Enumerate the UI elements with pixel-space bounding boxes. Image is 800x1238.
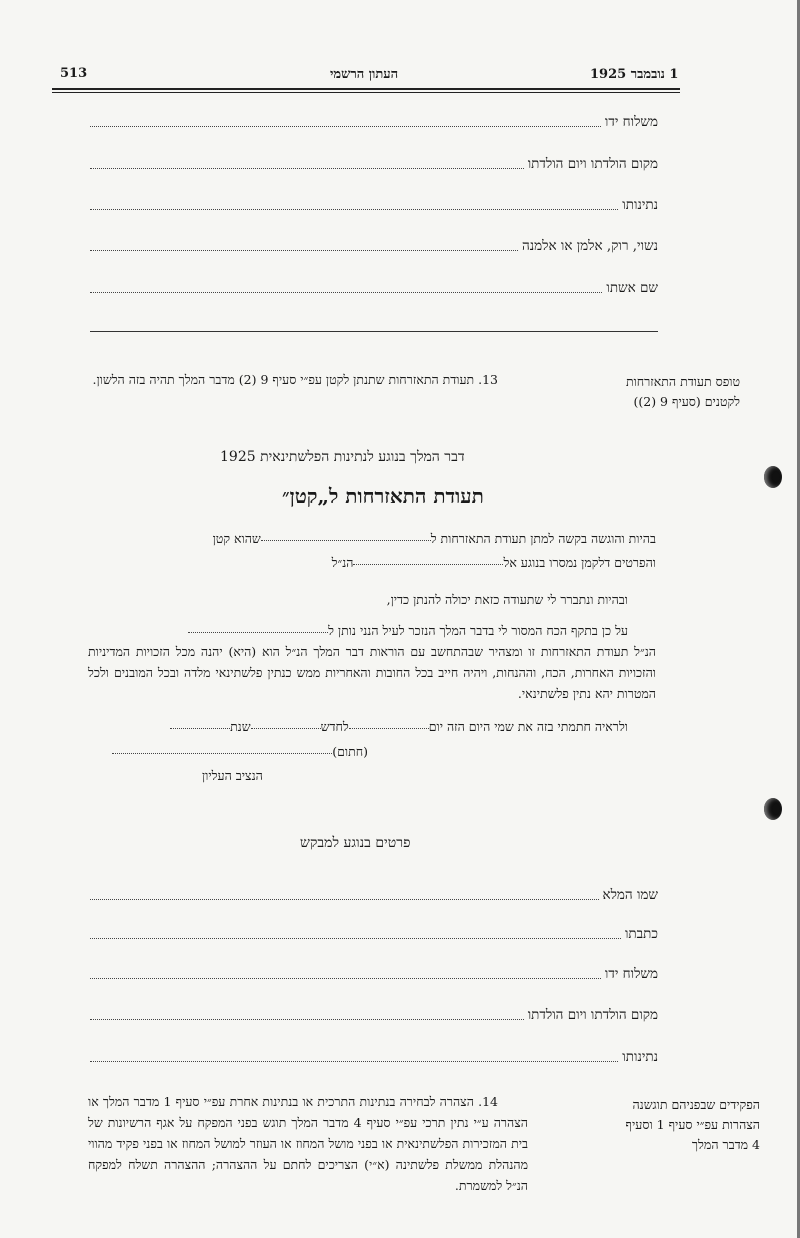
- cert-p1: בהיות והוגשה בקשה למתן תעודת התאזרחות לשהוא קטן: [212, 531, 656, 546]
- cert-p2: והפרטים דלקמן נמסרו בנוגע אלהנ״ל: [331, 555, 656, 570]
- cert-p4-body: הנ״ל תעודת התאזרחות זו ומצהיר שבהתחשב עם הוראות דבר המלך הנ״ל הוא (היא) יהנה מכל הזכויות המדיניות והזכויות האחרות, הכח, וההנחות, ויהיה חייב בכל החובות והאחריות ממש כנתין פלשתינאי מלדה ובכל המובנים ולכל המטרות יהא נתין פלשתינאי.: [88, 644, 656, 701]
- binder-hole-icon: [764, 798, 782, 820]
- binder-hole-icon: [764, 466, 782, 488]
- gazette-title: העתון הרשמי: [330, 67, 399, 82]
- section14-text: 14. הצהרה לבחירה בנתינות התרכית או בנתינות אחרת עפ״י סעיף 1 מדבר המלך או הצהרה ע״י נתין תרכי עפ״י סעיף 4 מדבר המלך תוגש בפני המפקח על אגף הרשיונות של בית המזכירות הפלשתינאית או בפני מושל המחוז או העוזר למושל המחוז או בפני פקיד מהווי מהנהלת ממשלת פלשתינה (א״י) הצריכים לחתם על ההצהרה; ההצהרה תשלח למפקח הנ״ל למשמרת.: [88, 1094, 528, 1193]
- cert-p3: ובהיות ונתברר לי שתעודה כזאת יכולה להנתן כדין,: [386, 592, 628, 607]
- certificate-title: תעודת התאזרחות ל„קטן״: [282, 484, 484, 508]
- decree-title: דבר המלך בנוגע לנתינות הפלשתינאית 1925: [220, 449, 465, 465]
- field-marital-status: נשוי, רוק, אלמן או אלמנה: [90, 234, 658, 254]
- applicant-full-name: שמו המלא: [90, 883, 658, 903]
- section-divider: [90, 331, 658, 332]
- applicant-nationality: נתינותו: [90, 1045, 658, 1065]
- field-nationality: נתינותו: [90, 193, 658, 213]
- cert-p4-line1: על כן בתקף הכח המסור לי בדבר המלך הנזכר לעיל הנני נותן ל: [88, 620, 628, 641]
- section13-margin-title: טופס תעודת התאזרחות לקטנים (סעיף 9 (2)): [625, 374, 740, 409]
- header-rule: [52, 88, 680, 90]
- applicant-occupation: משלוח ידו: [90, 962, 658, 982]
- field-occupation: משלוח ידו: [90, 110, 658, 130]
- signature-line: (חתום): [88, 741, 368, 762]
- signer-title: הנציב העליון: [202, 768, 263, 783]
- field-birthplace: מקום הולדתו ויום הולדתו: [90, 152, 658, 172]
- header-rule-thin: [52, 92, 680, 93]
- section14-margin-title: הפקידים שבפניהם תוגשנה הצהרות עפ״י סעיף 1 וסעיף 4 מדבר המלך: [625, 1097, 760, 1152]
- applicant-address: כתבתו: [90, 922, 658, 942]
- section13-text: 13. תעודת התאזרחות שתנתן לקטן עפ״י סעיף 9 (2) מדבר המלך תהיה בזה הלשון.: [92, 372, 498, 387]
- cert-date-line: ולראיה חתמתי בזה את שמי היום הזה יוםלחדששנת: [88, 716, 628, 737]
- applicant-title: פרטים בנוגע למבקש: [300, 835, 411, 851]
- page-number: 513: [60, 66, 88, 81]
- issue-date: 1 נובמבר 1925: [590, 67, 679, 82]
- field-wife-name: שם אשתו: [90, 276, 658, 296]
- applicant-birthplace: מקום הולדתו ויום הולדתו: [90, 1003, 658, 1023]
